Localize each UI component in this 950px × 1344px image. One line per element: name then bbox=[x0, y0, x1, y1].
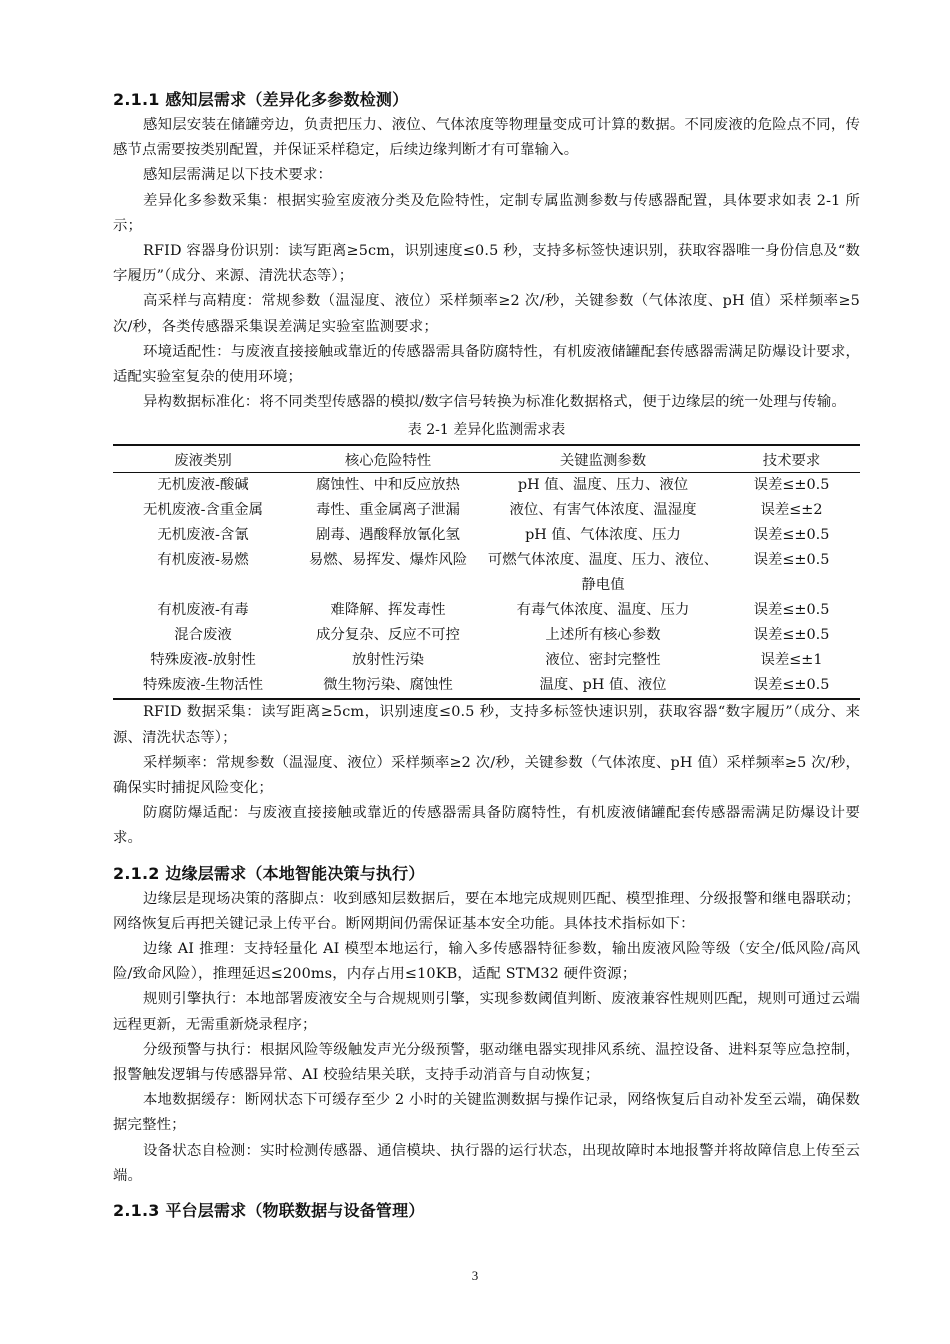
table-cell: 无机废液-含氰 bbox=[157, 527, 249, 544]
paragraph: 本地数据缓存：断网状态下可缓存至少 2 小时的关键监测数据与操作记录，网络恢复后自动补发至云端，确保数据完整性； bbox=[113, 1092, 860, 1134]
paragraph: 采样频率：常规参数（温湿度、液位）采样频率≥2 次/秒，关键参数（气体浓度、pH 值）采样频率≥5 次/秒，确保实时捕捉风险变化； bbox=[113, 754, 860, 797]
monitoring-requirements-table bbox=[113, 444, 860, 700]
column-header: 技术要求 bbox=[723, 445, 860, 473]
table-row bbox=[113, 523, 860, 548]
table-cell: 液位、密封完整性 bbox=[545, 652, 661, 669]
table-cell: 有机废液-有毒 bbox=[157, 602, 249, 619]
table-row bbox=[113, 673, 860, 699]
section-heading-2-1-2: 2.1.2 边缘层需求（本地智能决策与执行） bbox=[113, 863, 425, 883]
table-cell: 特殊废液-放射性 bbox=[150, 652, 256, 669]
table-cell: 误差≤±0.5 bbox=[753, 527, 830, 544]
paragraph: 感知层安装在储罐旁边，负责把压力、液位、气体浓度等物理量变成可计算的数据。不同废液的危险点不同，传感节点需要按类别配置，并保证采样稳定，后续边缘判断才有可靠输入。 bbox=[113, 117, 860, 159]
table-row bbox=[113, 498, 860, 523]
table-row bbox=[113, 623, 860, 648]
table-cell: pH 值、气体浓度、压力 bbox=[525, 527, 681, 544]
table-cell: 腐蚀性、中和反应放热 bbox=[316, 477, 460, 494]
table-row bbox=[113, 598, 860, 623]
column-header: 废液类别 bbox=[113, 445, 293, 473]
column-header: 核心危险特性 bbox=[293, 445, 483, 473]
column-header: 关键监测参数 bbox=[483, 445, 723, 473]
table-cell: 可燃气体浓度、温度、压力、液位、静电值 bbox=[487, 552, 719, 594]
paragraph: RFID 数据采集：读写距离≥5cm，识别速度≤0.5 秒，支持多标签快速识别，获取容器“数字履历”（成分、来源、清洗状态等）； bbox=[113, 704, 860, 746]
document-page bbox=[113, 88, 860, 1224]
table-cell: 微生物污染、腐蚀性 bbox=[293, 673, 483, 699]
table-cell: 液位、有害气体浓度、温湿度 bbox=[509, 502, 697, 519]
table-cell: 难降解、挥发毒性 bbox=[330, 602, 446, 619]
paragraph: 感知层需满足以下技术要求： bbox=[143, 167, 333, 184]
table-cell: 毒性、重金属离子泄漏 bbox=[316, 502, 460, 519]
table-cell: pH 值、温度、压力、液位 bbox=[517, 477, 689, 494]
table-body bbox=[113, 473, 860, 700]
table-cell: 特殊废液-生物活性 bbox=[113, 673, 293, 699]
table-cell: 有机废液-易燃 bbox=[157, 552, 249, 569]
paragraph: 规则引擎执行：本地部署废液安全与合规规则引擎，实现参数阈值判断、废液兼容性规则匹配，规则可通过云端远程更新，无需重新烧录程序； bbox=[113, 991, 860, 1033]
table-cell: 误差≤±1 bbox=[760, 652, 823, 669]
table-cell: 剧毒、遇酸释放氰化氢 bbox=[316, 527, 460, 544]
paragraph: 高采样与高精度：常规参数（温湿度、液位）采样频率≥2 次/秒，关键参数（气体浓度、pH 值）采样频率≥5 次/秒，各类传感器采集误差满足实验室监测要求； bbox=[113, 293, 860, 335]
paragraph: 边缘层是现场决策的落脚点：收到感知层数据后，要在本地完成规则匹配、模型推理、分级报警和继电器联动；网络恢复后再把关键记录上传平台。断网期间仍需保证基本安全功能。具体技术指标如下： bbox=[113, 890, 860, 932]
table-cell: 有毒气体浓度、温度、压力 bbox=[516, 602, 690, 619]
section-heading-2-1-3: 2.1.3 平台层需求（物联数据与设备管理） bbox=[113, 1201, 425, 1221]
table-row bbox=[113, 473, 860, 499]
table-cell: 混合废液 bbox=[174, 627, 232, 644]
paragraph: 边缘 AI 推理：支持轻量化 AI 模型本地运行，输入多传感器特征参数，输出废液风险等级（安全/低风险/高风险/致命风险），推理延迟≤200ms，内存占用≤10KB，适配 STM32 硬件资源； bbox=[113, 941, 860, 983]
table-cell: 无机废液-含重金属 bbox=[143, 502, 263, 519]
paragraph: RFID 容器身份识别：读写距离≥5cm，识别速度≤0.5 秒，支持多标签快速识别，获取容器唯一身份信息及“数字履历”（成分、来源、清洗状态等）； bbox=[113, 243, 860, 285]
paragraph: 设备状态自检测：实时检测传感器、通信模块、执行器的运行状态，出现故障时本地报警并将故障信息上传至云端。 bbox=[113, 1142, 860, 1184]
paragraph: 防腐防爆适配：与废液直接接触或靠近的传感器需具备防腐特性，有机废液储罐配套传感器需满足防爆设计要求。 bbox=[113, 805, 860, 847]
table-cell: 放射性污染 bbox=[352, 652, 424, 669]
paragraph: 分级预警与执行：根据风险等级触发声光分级预警，驱动继电器实现排风系统、温控设备、进料泵等应急控制，报警触发逻辑与传感器异常、AI 校验结果关联，支持手动消音与自动恢复； bbox=[113, 1041, 860, 1084]
table-row bbox=[113, 648, 860, 673]
table-cell: 误差≤±0.5 bbox=[753, 627, 830, 644]
table-header-row bbox=[113, 445, 860, 473]
table-cell: 误差≤±0.5 bbox=[753, 602, 830, 619]
table-cell: 误差≤±2 bbox=[760, 502, 823, 519]
paragraph: 差异化多参数采集：根据实验室废液分类及危险特性，定制专属监测参数与传感器配置，具体要求如表 2-1 所示； bbox=[113, 192, 860, 234]
section-heading-2-1-1: 2.1.1 感知层需求（差异化多参数检测） bbox=[113, 90, 409, 109]
table-row bbox=[113, 548, 860, 598]
table-cell: 误差≤±0.5 bbox=[753, 552, 830, 569]
table-cell: 易燃、易挥发、爆炸风险 bbox=[308, 552, 468, 569]
table-cell: 上述所有核心参数 bbox=[545, 627, 661, 644]
table-cell: 无机废液-酸碱 bbox=[157, 477, 249, 494]
paragraph: 环境适配性：与废液直接接触或靠近的传感器需具备防腐特性，有机废液储罐配套传感器需满足防爆设计要求，适配实验室复杂的使用环境； bbox=[113, 343, 860, 386]
table-cell: 误差≤±0.5 bbox=[723, 673, 860, 699]
table-cell: 误差≤±0.5 bbox=[753, 477, 830, 494]
table-cell: 温度、pH 值、液位 bbox=[483, 673, 723, 699]
table-caption: 表 2-1 差异化监测需求表 bbox=[407, 422, 566, 439]
paragraph: 异构数据标准化：将不同类型传感器的模拟/数字信号转换为标准化数据格式，便于边缘层的统一处理与传输。 bbox=[143, 394, 846, 411]
table-cell: 成分复杂、反应不可控 bbox=[316, 627, 460, 644]
page-number: 3 bbox=[471, 1268, 479, 1283]
